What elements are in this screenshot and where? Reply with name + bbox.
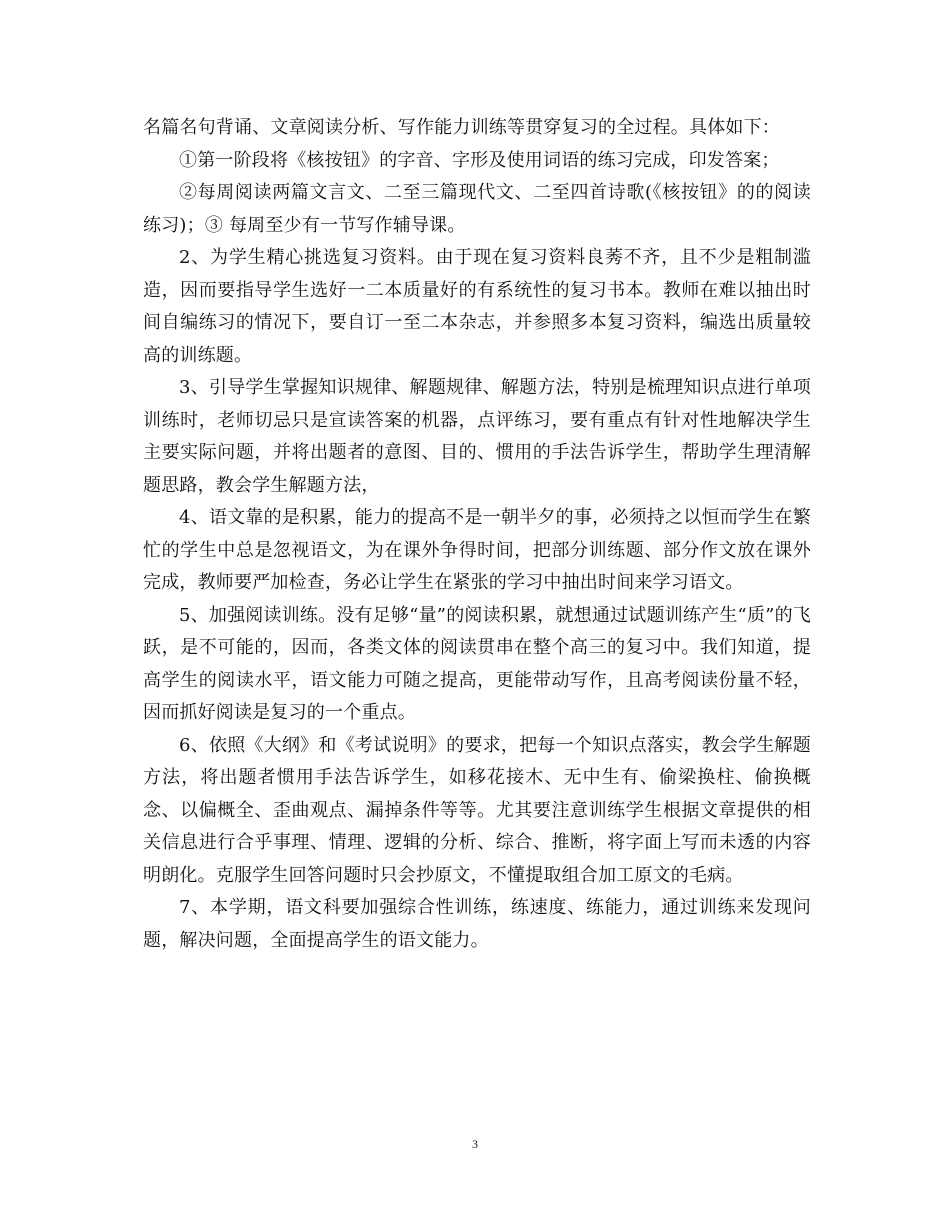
paragraph-item-4: 4、语文靠的是积累，能力的提高不是一朝半夕的事，必须持之以恒而学生在繁忙的学生中总是忽视语文，为在课外争得时间，把部分训练题、部分作文放在课外完成，教师要严加检查，务必让学生在紧张的学习中抽出时间来学习语文。 [143,507,811,593]
paragraph-item-3: 3、引导学生掌握知识规律、解题规律、解题方法，特别是梳理知识点进行单项训练时，老师切忌只是宣读答案的机器，点评练习，要有重点有针对性地解决学生主要实际问题，并将出题者的意图、目的、惯用的手法告诉学生，帮助学生理清解题思路，教会学生解题方法， [143,377,811,496]
paragraph-intro-continuation: 名篇名句背诵、文章阅读分析、写作能力训练等贯穿复习的全过程。具体如下： [143,117,780,138]
paragraph-item-2: 2、为学生精心挑选复习资料。由于现在复习资料良莠不齐，且不少是粗制滥造，因而要指导学生选好一二本质量好的有系统性的复习书本。教师在难以抽出时间自编练习的情况下，要自订一至二本杂志，并参照多本复习资料，编选出质量较高的训练题。 [143,247,811,366]
document-body [143,112,811,957]
page-number: 3 [472,1137,478,1151]
paragraph-stage-one: ①第一阶段将《核按钮》的字音、字形及使用词语的练习完成，印发答案； [179,149,780,171]
paragraph-item-6: 6、依照《大纲》和《考试说明》的要求，把每一个知识点落实，教会学生解题方法，将出题者惯用手法告诉学生，如移花接木、无中生有、偷梁换柱、偷换概念、以偏概全、歪曲观点、漏掉条件等等。尤其要注意训练学生根据文章提供的相关信息进行合乎事理、情理、逻辑的分析、综合、推断，将字面上写而未透的内容明朗化。克服学生回答问题时只会抄原文，不懂提取组合加工原文的毛病。 [143,734,811,886]
paragraph-item-5: 5、加强阅读训练。没有足够“量”的阅读积累，就想通过试题训练产生“质”的飞跃，是不可能的，因而，各类文体的阅读贯串在整个高三的复习中。我们知道，提高学生的阅读水平，语文能力可随之提高，更能带动写作，且高考阅读份量不轻，因而抓好阅读是复习的一个重点。 [143,604,811,723]
paragraph-weekly-reading: ②每周阅读两篇文言文、二至三篇现代文、二至四首诗歌(《核按钮》的的阅读练习)；③ 每周至少有一节写作辅导课。 [143,182,811,236]
paragraph-item-7: 7、本学期，语文科要加强综合性训练，练速度、练能力，通过训练来发现问题，解决问题，全面提高学生的语文能力。 [143,897,811,951]
